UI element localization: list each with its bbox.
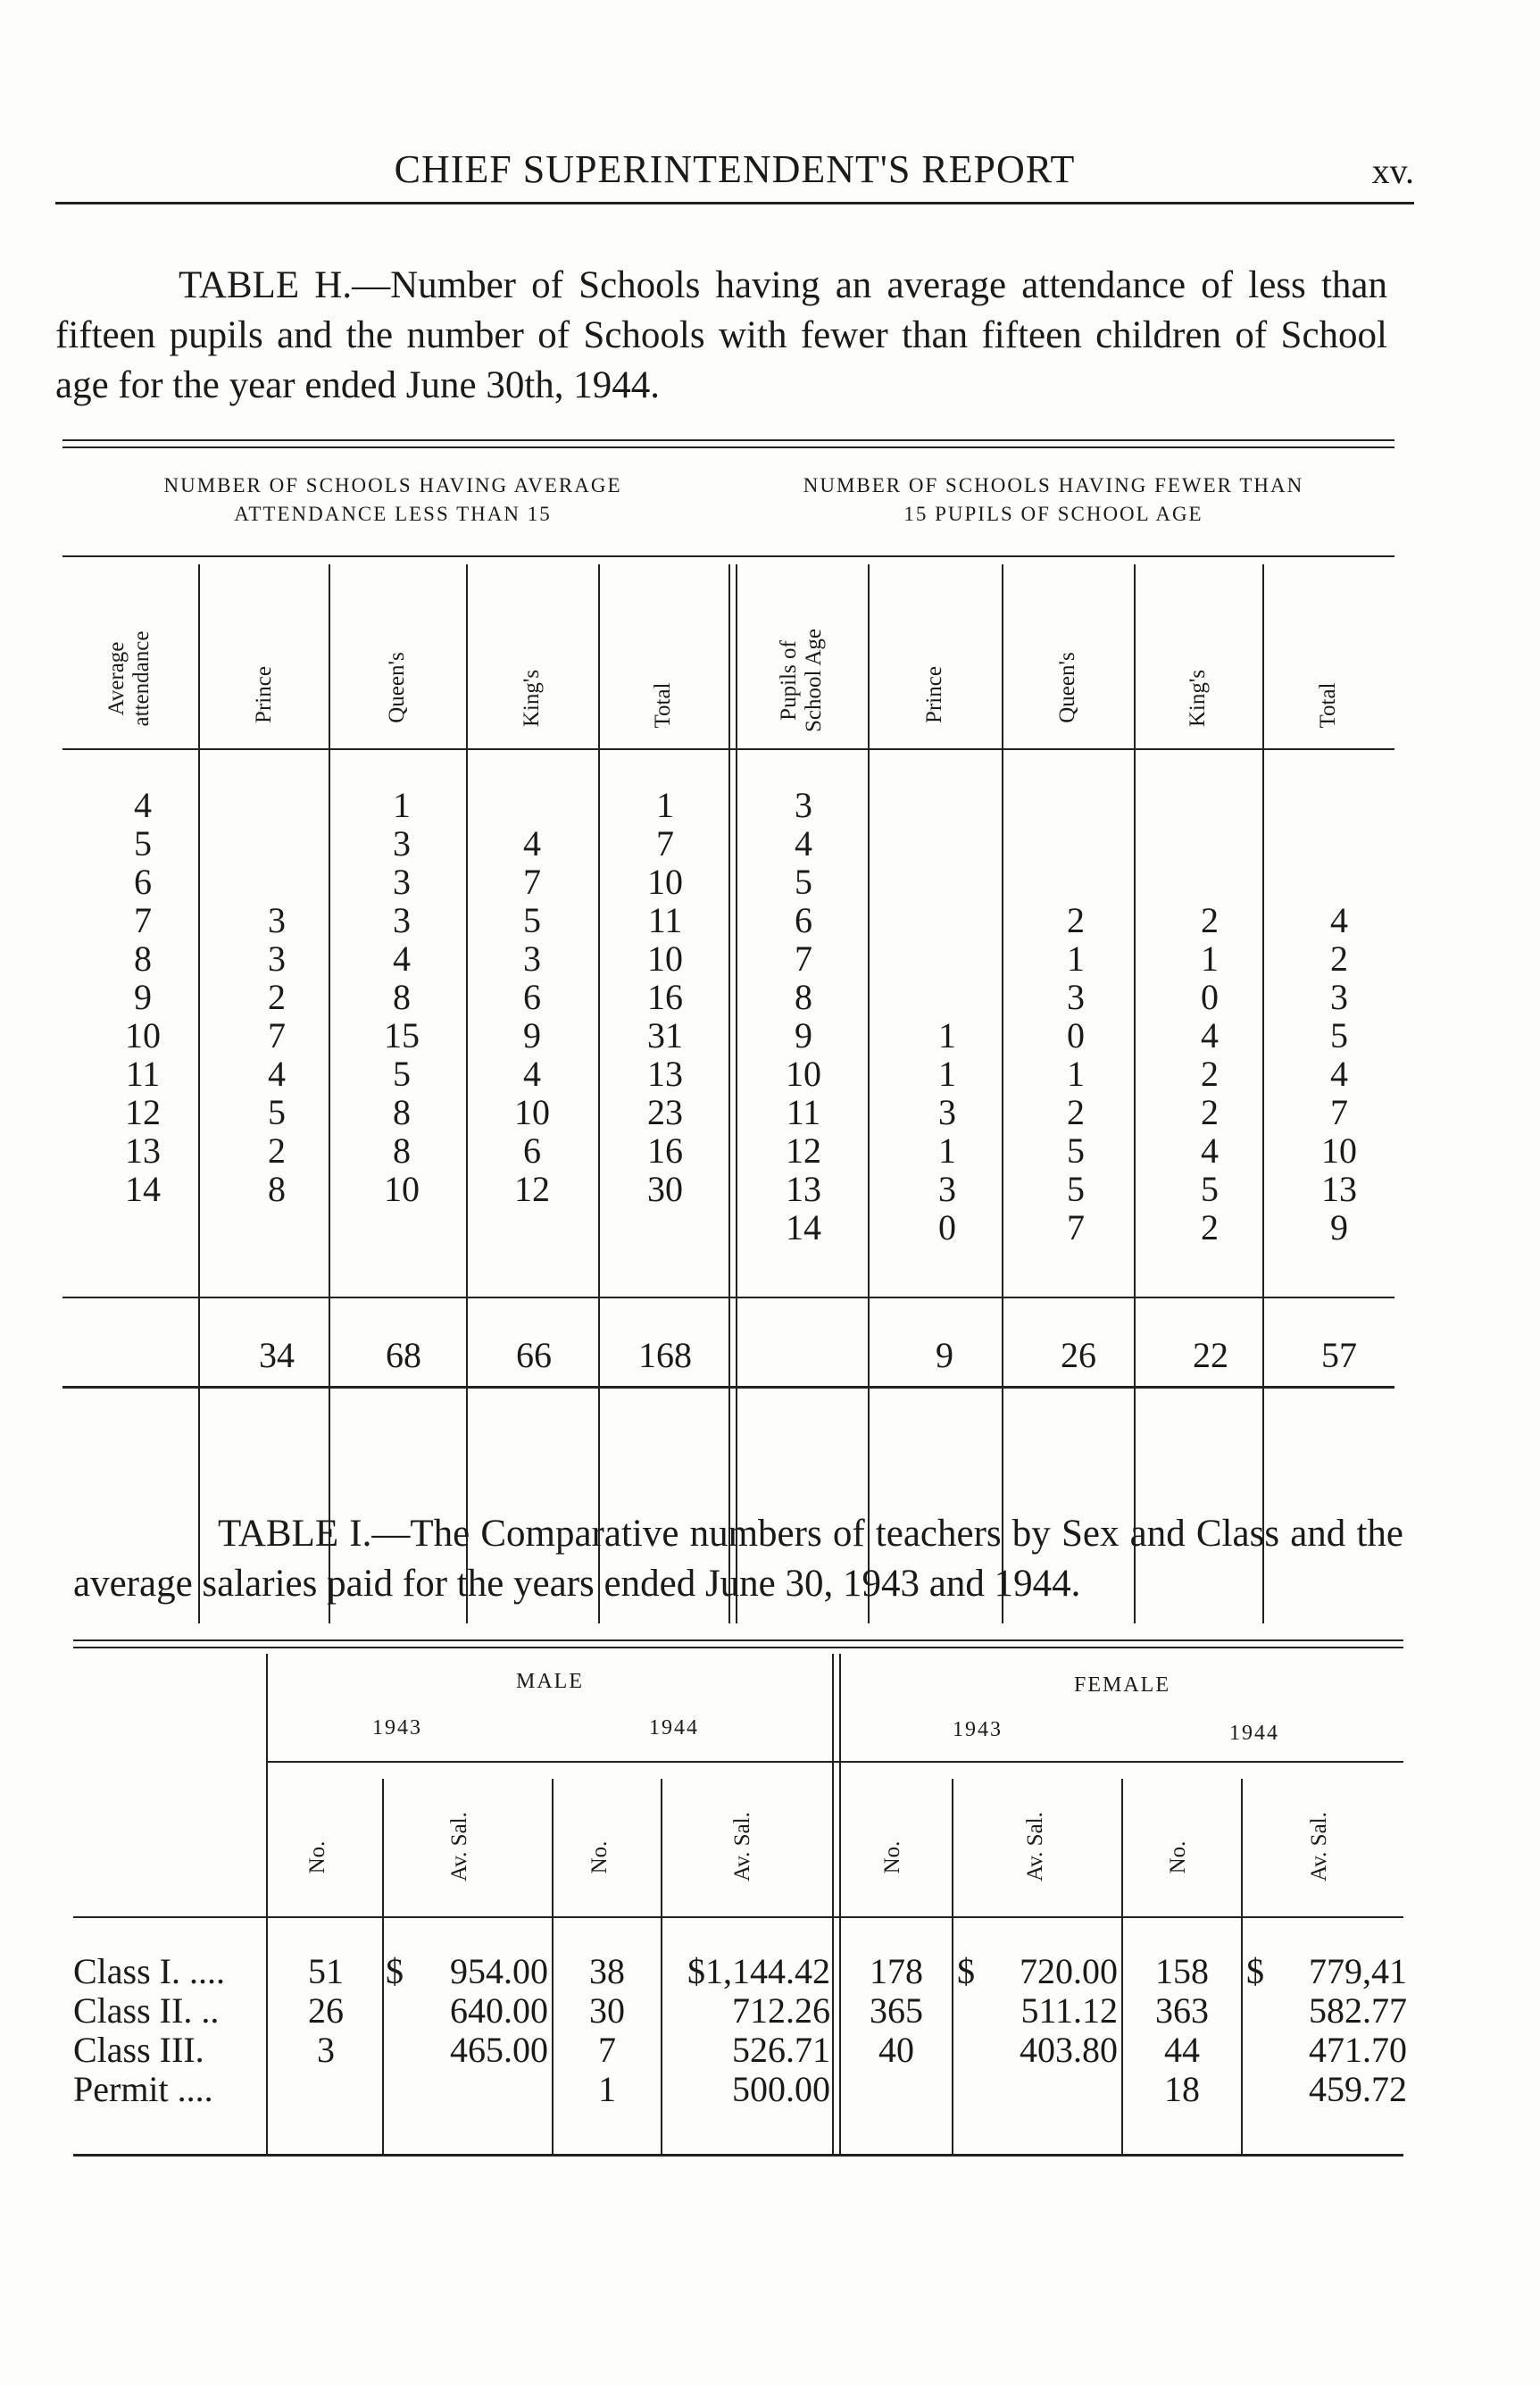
table-h-label: TABLE H. [179,264,353,306]
cell: 4 [523,1054,541,1094]
cell: 30 [647,1169,683,1209]
cell [916,901,978,939]
table-h-col-sep-double-b [736,564,737,1623]
cell: 3 [795,785,812,825]
cell: 6 [795,900,812,940]
col-head-av-sal: Av. Sal. [447,1812,471,1881]
table-i-female-1943: 1943 [953,1718,1003,1741]
cell: 12 [786,1130,821,1171]
cell: 0 [1067,1015,1085,1055]
cell: 40 [878,2030,914,2070]
cell [402,2070,548,2109]
cell: 5 [1067,1130,1085,1171]
cell [246,786,308,824]
cell: 0 [1201,977,1219,1017]
cell: 1 [598,2069,616,2109]
cell: 7 [1330,1092,1348,1132]
cell: 10 [647,862,683,902]
cell: 3 [938,1169,956,1209]
cell: 471.70 [1309,2030,1407,2070]
cell: 8 [268,1169,286,1209]
cell: 465.00 [450,2030,548,2070]
table-h-col-sep [868,564,870,1623]
cell: 26 [308,1990,344,2031]
cell: 13 [1321,1169,1357,1209]
cell: $1,144.42 [687,1951,830,1991]
cell: 2 [1067,1092,1085,1132]
cell [973,2070,1118,2109]
cell: 8 [393,1130,411,1171]
cell [1178,824,1241,863]
table-i-col-sep [1121,1779,1123,2154]
cell [1045,863,1107,901]
table-i-dollar-female-1944: $ [1246,1951,1264,1991]
table-i-col-male-1944-sal [664,1952,830,2109]
cell: 403.80 [1020,2030,1118,2070]
table-i-bottom-rule [73,2154,1403,2157]
cell: 16 [647,1130,683,1171]
cell: 640.00 [450,1990,548,2031]
table-i-col-sep [552,1779,554,2154]
table-h-col-prince [246,786,308,1208]
cell: 13 [125,1130,161,1171]
cell: 7 [523,862,541,902]
cell: 363 [1155,1990,1209,2031]
table-h-col-sep [598,564,600,1623]
table-h-col-total [625,786,705,1208]
cell: 178 [870,1951,923,1991]
cell: 11 [647,900,683,940]
table-i-col-female-1944-sal [1264,1952,1407,2109]
table-h-totals-rule [62,1297,1394,1298]
table-h-left-heading-line1: NUMBER OF SCHOOLS HAVING AVERAGE [163,474,622,496]
table-h-col-prince-right [916,786,978,1247]
cell [848,2070,945,2109]
cell: 10 [786,1054,821,1094]
table-i-caption [73,1509,1403,1609]
col-head-no: No. [587,1840,612,1874]
running-header [55,143,1414,204]
cell: 779,41 [1309,1951,1407,1991]
cell [496,786,568,824]
cell: 4 [795,823,812,863]
row-label-class-3: Class III. [73,2030,204,2070]
table-h-col-sep-double-a [728,564,730,1623]
cell: 11 [125,1054,161,1094]
table-h-total-kings: 66 [516,1335,552,1375]
cell [916,939,978,978]
cell: 23 [647,1092,683,1132]
table-i-col-sep [266,1654,268,2154]
col-head-av-sal: Av. Sal. [1023,1812,1047,1881]
table-i-female-1944: 1944 [1229,1722,1279,1745]
table-i-top-rule [73,1639,1403,1641]
table-i-col-sep [661,1779,662,2154]
cell [916,786,978,824]
row-label-class-2: Class II. .. [73,1990,220,2031]
table-h-total-kings-right: 22 [1193,1335,1228,1375]
cell [246,824,308,863]
cell [1178,786,1241,824]
cell: 16 [647,977,683,1017]
cell: 3 [393,862,411,902]
cell: 3 [393,900,411,940]
cell: 2 [1201,1207,1219,1247]
table-i-male-1944: 1944 [649,1716,699,1739]
table-i-dollar-female-1943: $ [957,1951,975,1991]
table-h-left-heading-line2: ATTENDANCE LESS THAN 15 [234,503,552,525]
cell: 18 [1164,2069,1200,2109]
cell: 712.26 [732,1990,830,2031]
row-label-permit: Permit .... [73,2069,213,2109]
cell: 459.72 [1309,2069,1407,2109]
table-h-total-queens: 68 [386,1335,421,1375]
table-i-header-rule [73,1916,1403,1918]
col-head-queens: Queen's [385,652,409,723]
cell: 5 [1330,1015,1348,1055]
cell: 13 [647,1054,683,1094]
cell: 14 [786,1207,821,1247]
cell: 3 [393,823,411,863]
cell: 3 [938,1092,956,1132]
table-i-col-male-1943-sal [402,1952,548,2109]
cell [1045,786,1107,824]
table-i-col-male-1943-no [286,1952,366,2109]
cell: 0 [938,1207,956,1247]
cell: 30 [589,1990,625,2031]
cell: 5 [1201,1169,1219,1209]
table-i-male-1943: 1943 [372,1716,422,1739]
cell [286,2070,366,2109]
col-head-total: Total [651,682,675,729]
cell: 38 [589,1951,625,1991]
col-head-prince-right: Prince [922,666,946,723]
cell: 5 [795,862,812,902]
cell: 2 [1201,900,1219,940]
cell: 365 [870,1990,923,2031]
cell: 9 [795,1015,812,1055]
table-h-total-total-right: 57 [1321,1335,1357,1375]
cell: 954.00 [450,1951,548,1991]
cell: 3 [1067,977,1085,1017]
col-head-average-attendance: Average attendance [104,630,154,727]
cell [1299,824,1379,863]
table-h-col-total-right [1299,786,1379,1247]
page-number: xv. [1371,151,1414,191]
cell: 3 [1330,977,1348,1017]
cell: 1 [1201,939,1219,979]
cell [1178,863,1241,901]
cell: 4 [134,785,152,825]
table-h-top-rule-2 [62,446,1394,448]
col-head-no: No. [305,1840,329,1874]
cell: 44 [1164,2030,1200,2070]
table-h-caption [55,261,1387,411]
table-h-col-sep [329,564,330,1623]
cell: 4 [1201,1015,1219,1055]
table-h-col-kings-right [1178,786,1241,1247]
cell: 7 [656,823,674,863]
cell: 2 [1330,939,1348,979]
cell: 1 [1067,939,1085,979]
cell: 12 [514,1169,550,1209]
cell [1299,786,1379,824]
cell: 10 [384,1169,420,1209]
table-h-total-total: 168 [638,1335,692,1375]
table-h-caption-text: —Number of Schools having an average attendance of less than fifteen pupils and the number of Schools with fewer than fifteen children of School age for the year ended June 30th, 1944. [55,264,1387,406]
cell: 5 [268,1092,286,1132]
cell: 15 [384,1015,420,1055]
table-h-total-queens-right: 26 [1061,1335,1096,1375]
cell: 10 [514,1092,550,1132]
cell: 5 [1067,1169,1085,1209]
cell: 10 [1321,1130,1357,1171]
col-head-pupils-school-age: Pupils of School Age [777,629,826,732]
table-i-col-sep-double-b [839,1654,841,2154]
running-header-title: CHIEF SUPERINTENDENT'S REPORT [394,147,1076,191]
table-h-col-pupils [768,786,839,1247]
cell: 1 [656,785,674,825]
cell: 6 [134,862,152,902]
col-head-no: No. [1166,1840,1190,1874]
cell [916,978,978,1016]
table-h-right-heading-line2: 15 PUPILS OF SCHOOL AGE [903,503,1203,525]
table-i-label: TABLE I. [218,1513,372,1555]
table-h-col-sep [1134,564,1136,1623]
table-h-col-queens-right [1045,786,1107,1247]
cell: 4 [1330,1054,1348,1094]
cell: 3 [268,900,286,940]
table-i-col-female-1943-sal [973,1952,1118,2109]
cell: 1 [393,785,411,825]
cell: 12 [125,1092,161,1132]
table-i-col-male-1944-no [562,1952,652,2109]
table-i-col-sep [382,1779,384,2154]
table-i-female-heading: FEMALE [1074,1673,1170,1697]
cell: 158 [1155,1951,1209,1991]
cell: 1 [1067,1054,1085,1094]
table-h-right-group-heading [732,471,1375,529]
cell: 9 [134,977,152,1017]
table-i-year-rule [268,1761,1403,1763]
table-i-male-heading: MALE [516,1670,584,1693]
table-i-caption-text: —The Comparative numbers of teachers by Sex and Class and the average salaries paid for the years ended June 30, 1943 and 1944. [73,1513,1403,1605]
cell: 10 [647,939,683,979]
cell: 7 [1067,1207,1085,1247]
cell: 8 [393,1092,411,1132]
cell: 10 [125,1015,161,1055]
table-i-col-sep [952,1779,953,2154]
table-i-col-female-1944-no [1132,1952,1232,2109]
table-i-col-sep-double-a [832,1654,834,2154]
cell: 13 [786,1169,821,1209]
cell: 7 [795,939,812,979]
cell: 2 [268,977,286,1017]
cell: 5 [393,1054,411,1094]
cell: 5 [523,900,541,940]
table-h-total-prince-right: 9 [936,1335,953,1375]
table-h-header-rule [62,748,1394,750]
cell: 3 [523,939,541,979]
table-h-col-average [116,786,170,1208]
cell: 4 [268,1054,286,1094]
cell: 4 [1330,900,1348,940]
table-h-col-sep [198,564,200,1623]
cell: 4 [1201,1130,1219,1171]
table-h-col-sep [1262,564,1264,1623]
cell: 6 [523,977,541,1017]
cell: 1 [938,1130,956,1171]
cell: 500.00 [732,2069,830,2109]
cell: 7 [598,2030,616,2070]
table-i-dollar-male-1943: $ [386,1951,404,1991]
table-i-row-labels [73,1952,225,2109]
cell: 4 [523,823,541,863]
cell: 7 [268,1015,286,1055]
cell: 3 [268,939,286,979]
cell: 720.00 [1020,1951,1118,1991]
table-h-left-group-heading [80,471,705,529]
cell: 8 [795,977,812,1017]
cell: 2 [268,1130,286,1171]
cell: 2 [1067,900,1085,940]
cell: 8 [393,977,411,1017]
col-head-queens-right: Queen's [1055,652,1079,723]
cell: 9 [1330,1207,1348,1247]
col-head-av-sal: Av. Sal. [730,1812,754,1881]
cell: 2 [1201,1054,1219,1094]
table-h-right-heading-line1: NUMBER OF SCHOOLS HAVING FEWER THAN [803,474,1304,496]
table-i-col-sep [1241,1779,1243,2154]
cell: 31 [647,1015,683,1055]
cell [246,863,308,901]
col-head-prince: Prince [252,666,276,723]
cell: 582.77 [1309,1990,1407,2031]
table-h-col-kings [496,786,568,1208]
col-head-kings: King's [520,669,544,728]
table-h-col-sep [466,564,468,1623]
cell: 9 [523,1015,541,1055]
col-head-kings-right: King's [1186,669,1210,728]
cell: 1 [938,1015,956,1055]
cell [916,824,978,863]
table-h-total-prince: 34 [259,1335,295,1375]
cell: 2 [1201,1092,1219,1132]
col-head-av-sal: Av. Sal. [1307,1812,1331,1881]
cell: 1 [938,1054,956,1094]
cell: 526.71 [732,2030,830,2070]
table-h-bottom-rule [62,1386,1394,1389]
cell: 6 [523,1130,541,1171]
col-head-no: No. [880,1840,904,1874]
table-i-col-female-1943-no [848,1952,945,2109]
table-h-group-rule [62,555,1394,557]
table-i-top-rule-2 [73,1647,1403,1648]
cell: 4 [393,939,411,979]
table-h-col-sep [1002,564,1003,1623]
cell: 7 [134,900,152,940]
cell: 5 [134,823,152,863]
table-h-top-rule [62,439,1394,441]
cell [1299,863,1379,901]
cell: 8 [134,939,152,979]
cell: 3 [317,2030,335,2070]
col-head-total-right: Total [1316,682,1340,729]
table-h-col-queens [366,786,437,1208]
cell: 14 [125,1169,161,1209]
cell: 51 [308,1951,344,1991]
cell: 511.12 [1020,1990,1118,2031]
cell [916,863,978,901]
cell [1045,824,1107,863]
row-label-class-1: Class I. .... [73,1951,225,1991]
cell: 11 [786,1092,821,1132]
